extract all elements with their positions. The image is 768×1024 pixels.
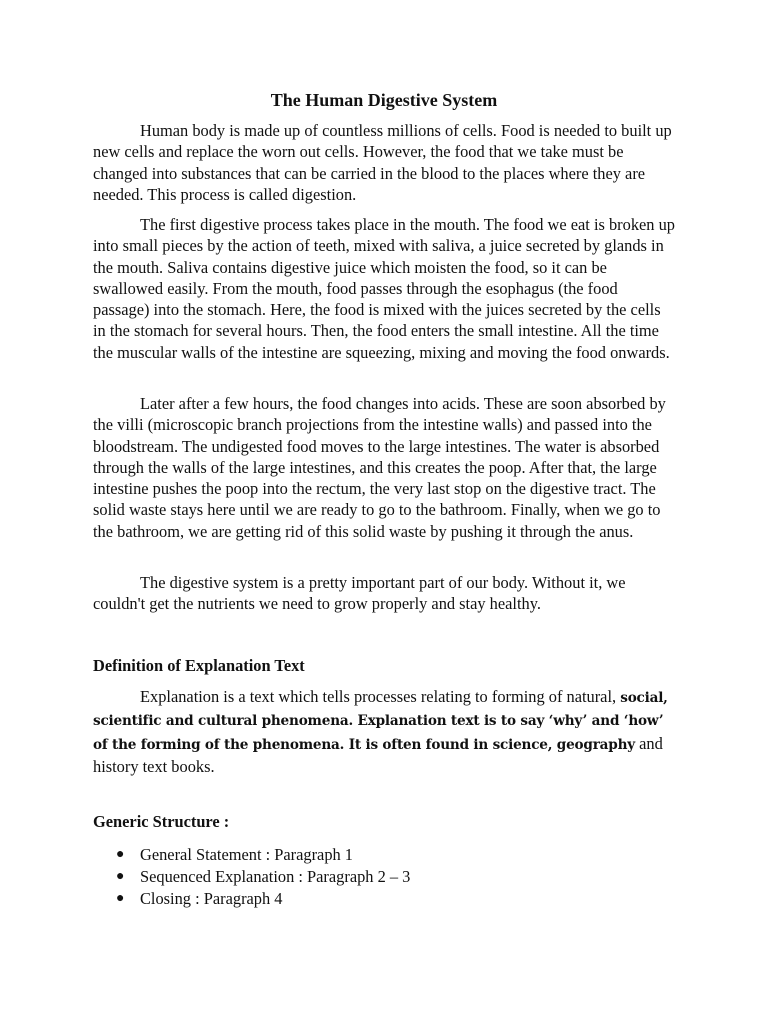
list-item: [93, 866, 410, 888]
bullet-icon: ●: [116, 891, 125, 906]
bullet-icon: ●: [116, 847, 125, 862]
definition-text-part-2: social, scientific and cultural phenomena. Explanation text is to say ‘why’ and ‘how’ of the forming of the phenomena. It is often found in science, geography: [93, 690, 668, 753]
list-item-label: Sequenced Explanation : Paragraph 2 – 3: [140, 867, 411, 886]
list-item: [93, 844, 410, 866]
list-item-label: Closing : Paragraph 4: [140, 889, 283, 908]
paragraph-3: Later after a few hours, the food changes into acids. These are soon absorbed by the villi (microscopic branch projections from the intestine walls) and passed into the bloodstream. The undigested food moves to the large intestines. The water is absorbed through the walls of the large intestines, and this creates the poop. After that, the large intestine pushes the poop into the rectum, the very last stop on the digestive tract. The solid waste stays here until we are ready to go to the bathroom. Finally, when we go to the bathroom, we are getting rid of this solid waste by pushing it through the anus.: [93, 394, 666, 541]
structure-heading: Generic Structure :: [93, 812, 230, 831]
paragraph-4: The digestive system is a pretty important part of our body. Without it, we couldn't get the nutrients we need to grow properly and stay healthy.: [93, 573, 626, 614]
list-item-label: General Statement : Paragraph 1: [140, 845, 353, 864]
list-item: [93, 888, 410, 910]
structure-list: [93, 844, 410, 910]
definition-text-part-1: Explanation is a text which tells processes relating to forming of natural,: [140, 687, 617, 706]
definition-text-part-3: and history text books.: [93, 733, 663, 776]
document-title: The Human Digestive System: [270, 90, 498, 110]
paragraph-2: The first digestive process takes place in the mouth. The food we eat is broken up into small pieces by the action of teeth, mixed with saliva, a juice secreted by glands in the mouth. Saliva contains digestive juice which moisten the food, so it can be swallowed easily. From the mouth, food passes through the esophagus (the food passage) into the stomach. Here, the food is mixed with the juices secreted by the cells in the stomach for several hours. Then, the food enters the small intestine. All the time the muscular walls of the intestine are squeezing, mixing and moving the food onwards.: [93, 215, 675, 362]
definition-heading: Definition of Explanation Text: [93, 656, 305, 675]
paragraph-1: Human body is made up of countless millions of cells. Food is needed to built up new cells and replace the worn out cells. However, the food that we take must be changed into substances that can be carried in the blood to the places where they are needed. This process is called digestion.: [93, 121, 672, 204]
definition-paragraph: [93, 686, 675, 777]
bullet-icon: ●: [116, 869, 125, 884]
